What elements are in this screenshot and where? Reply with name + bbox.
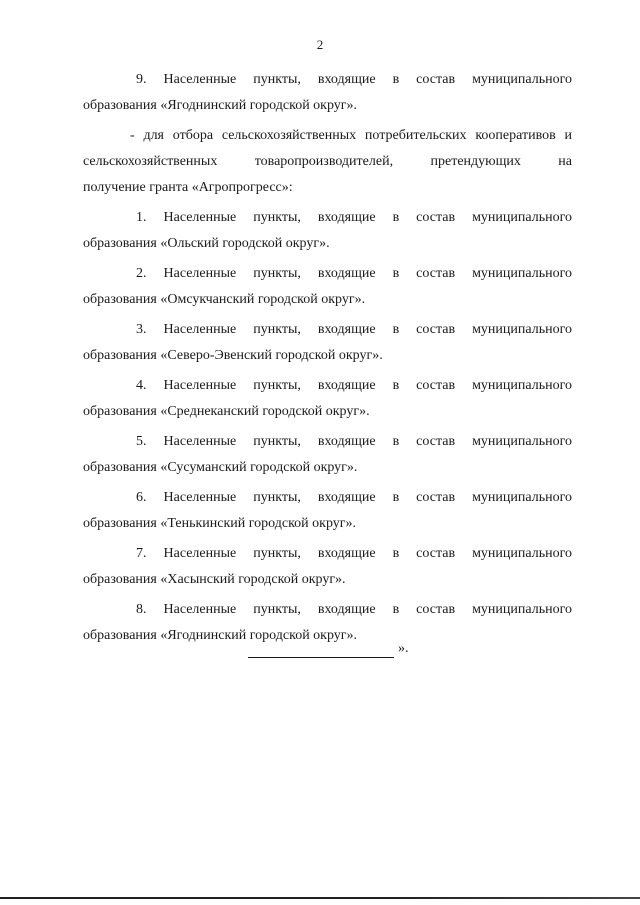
paragraph-first-line: 5. Населенные пункты, входящие в состав муниципального (136, 434, 572, 449)
paragraph-first-line: 1. Населенные пункты, входящие в состав муниципального (136, 210, 572, 225)
paragraph-continuation: образования «Тенькинский городской округ». (83, 516, 357, 531)
paragraph-7-khasynsky (83, 541, 572, 593)
paragraph-3-severo-evensky (83, 317, 572, 369)
paragraph-1-olsky (83, 205, 572, 257)
paragraph-continuation: образования «Среднеканский городской округ». (83, 404, 370, 419)
paragraph-continuation: образования «Омсукчанский городской округ». (83, 292, 366, 307)
paragraph-first-line: 2. Населенные пункты, входящие в состав муниципального (136, 266, 572, 281)
paragraph-first-line: 7. Населенные пункты, входящие в состав муниципального (136, 546, 572, 561)
page-bottom-edge (0, 897, 640, 899)
signature-rule (248, 643, 394, 658)
paragraph-2-omsukchansky (83, 261, 572, 313)
paragraph-continuation: получение гранта «Агропрогресс»: (83, 180, 293, 195)
document-body (83, 67, 572, 653)
paragraph-5-susumansky (83, 429, 572, 481)
paragraph-continuation: образования «Сусуманский городской округ». (83, 460, 358, 475)
paragraph-first-line: 6. Населенные пункты, входящие в состав муниципального (136, 490, 572, 505)
paragraph-first-line: - для отбора сельскохозяйственных потребительских кооперативов и (130, 128, 572, 143)
page-number: 2 (316, 37, 324, 52)
paragraph-first-line: 9. Населенные пункты, входящие в состав муниципального (136, 72, 572, 87)
paragraph-first-line: 4. Населенные пункты, входящие в состав муниципального (136, 378, 572, 393)
paragraph-continuation: образования «Северо-Эвенский городской округ». (83, 348, 383, 363)
paragraph-continuation: образования «Хасынский городской округ». (83, 572, 346, 587)
paragraph-second-line: сельскохозяйственных товаропроизводителей, претендующих на (83, 154, 572, 169)
paragraph-first-line: 8. Населенные пункты, входящие в состав муниципального (136, 602, 572, 617)
paragraph-6-tenkinsky (83, 485, 572, 537)
paragraph-grant-selection (83, 123, 572, 201)
closing-line (248, 640, 409, 658)
paragraph-9-yagodninsky (83, 67, 572, 119)
paragraph-continuation: образования «Ольский городской округ». (83, 236, 330, 251)
paragraph-first-line: 3. Населенные пункты, входящие в состав муниципального (136, 322, 572, 337)
paragraph-continuation: образования «Ягоднинский городской округ». (83, 98, 358, 113)
paragraph-4-srednekansky (83, 373, 572, 425)
paragraph-continuation: образования «Ягоднинский городской округ». (83, 628, 358, 643)
closing-quote-mark: ». (398, 641, 409, 656)
